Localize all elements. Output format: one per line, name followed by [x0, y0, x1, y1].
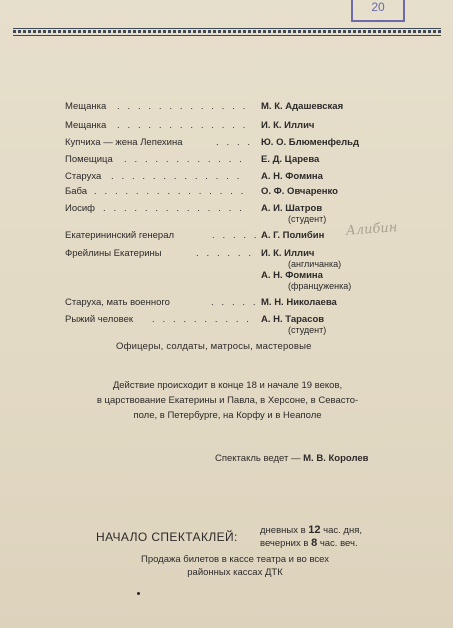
- actor-name: Е. Д. Царева: [261, 154, 320, 165]
- actor-name: А. Г. Полибин: [261, 230, 325, 241]
- time-unit: час. дня,: [323, 525, 363, 536]
- actor-note: (студент): [288, 214, 327, 224]
- ticket-info: [100, 553, 370, 579]
- actor-note: (студент): [288, 325, 327, 335]
- handwritten-note: Алибин: [345, 220, 398, 239]
- role-name: Помещица: [65, 154, 113, 165]
- start-label: НАЧАЛО СПЕКТАКЛЕЙ:: [96, 530, 238, 544]
- actor-name: М. Н. Николаева: [261, 297, 337, 308]
- time-row: [260, 524, 362, 537]
- time-row: [260, 537, 362, 550]
- actor-name: А. Н. Тарасов: [261, 314, 325, 325]
- leader-dots: . . . . . . . . . . . . . . .: [94, 186, 246, 197]
- ticket-line: Продажа билетов в кассе театра и во всех: [140, 554, 329, 565]
- leader-dots: . . . . . . . . . .: [152, 314, 252, 325]
- extras-line: Офицеры, солдаты, матросы, мастеровые: [116, 341, 312, 352]
- role-name: Купчиха — жена Лепехина: [65, 137, 183, 148]
- role-name: Баба: [65, 186, 88, 197]
- leader-dots: . . . . . . . . . . . . .: [117, 101, 248, 112]
- leader-dots: . . . . . .: [196, 248, 254, 259]
- role-name: Старуха: [65, 171, 102, 182]
- actor-name: Ю. О. Блюменфельд: [261, 137, 360, 148]
- role-name: Мещанка: [65, 120, 107, 131]
- show-times: [260, 524, 362, 550]
- actor-name: О. Ф. Овчаренко: [261, 186, 338, 197]
- leader-dots: . . . . . . . . . . . . .: [111, 171, 242, 182]
- actor-name: А. Н. Фомина: [261, 171, 323, 182]
- time-kind: дневных в: [260, 525, 306, 536]
- ticket-line: районных кассах ДТК: [187, 567, 283, 578]
- role-name: Рыжий человек: [65, 314, 134, 325]
- time-unit: час. веч.: [319, 538, 358, 549]
- director-label: Спектакль ведет —: [215, 453, 301, 464]
- decorative-border-rule: [13, 28, 441, 36]
- role-name: Мещанка: [65, 101, 107, 112]
- director-name: М. В. Королев: [303, 453, 369, 464]
- actor-name: И. К. Иллич: [261, 120, 315, 131]
- setting-line: в царствование Екатерины и Павла, в Херсоне, в Севасто-: [96, 395, 359, 406]
- actor-note: (англичанка): [288, 259, 342, 269]
- leader-dots: . . . . .: [211, 297, 259, 308]
- leader-dots: . . . . . . . . . . . . .: [117, 120, 248, 131]
- time-kind: вечерних в: [260, 538, 309, 549]
- leader-dots: . . . . .: [212, 230, 260, 241]
- ink-dot: [137, 592, 140, 595]
- leader-dots: . . . . . . . . . . . .: [124, 154, 245, 165]
- stamp: 20: [351, 0, 405, 22]
- role-name: Фрейлины Екатерины: [65, 248, 162, 259]
- actor-name: И. К. Иллич: [261, 248, 315, 259]
- time-hour: 8: [311, 537, 318, 549]
- role-name: Екатерининский генерал: [65, 230, 175, 241]
- role-name: Старуха, мать военного: [65, 297, 170, 308]
- leader-dots: . . . .: [216, 137, 253, 148]
- role-name: Иосиф: [65, 203, 95, 214]
- setting-paragraph: [40, 378, 415, 423]
- actor-name: А. И. Шатров: [261, 203, 323, 214]
- actor-name: М. К. Адашевская: [261, 101, 344, 112]
- setting-line: Действие происходит в конце 18 и начале 19 веков,: [112, 380, 343, 391]
- time-hour: 12: [308, 524, 321, 536]
- actor-note: (француженка): [288, 281, 352, 291]
- actor-name: А. Н. Фомина: [261, 270, 323, 281]
- director-credit: [215, 453, 368, 464]
- setting-line: поле, в Петербурге, на Корфу и в Неаполе: [133, 410, 322, 421]
- leader-dots: . . . . . . . . . . . . . .: [103, 203, 245, 214]
